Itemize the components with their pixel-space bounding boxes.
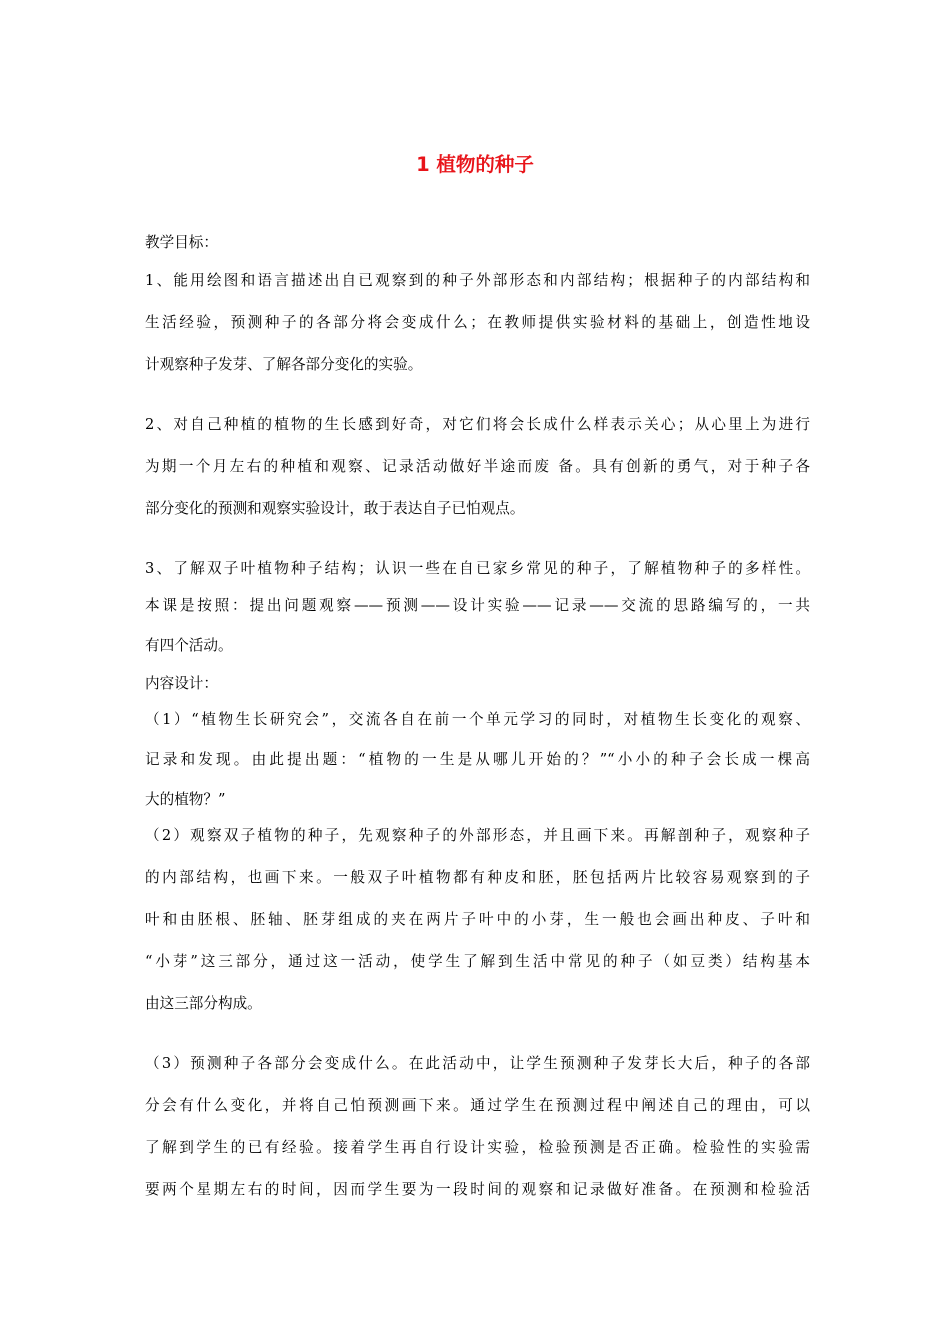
paragraph-line: 本课是按照：提出问题观察——预测——设计实验——记录——交流的思路编写的，一共 bbox=[145, 597, 810, 614]
paragraph-line: 计观察种子发芽、了解各部分变化的实验。 bbox=[145, 356, 423, 373]
paragraph-line: （1）“植物生长研究会”，交流各自在前一个单元学习的同时，对植物生长变化的观察、 bbox=[145, 711, 810, 728]
paragraph-line: 为期一个月左右的种植和观察、记录活动做好半途而废 备。具有创新的勇气，对于种子各 bbox=[145, 458, 810, 475]
paragraph-line: 部分变化的预测和观察实验设计，敢于表达自子已怕观点。 bbox=[145, 500, 525, 517]
paragraph-line: 叶和由胚根、胚轴、胚芽组成的夹在两片子叶中的小芽，生一般也会画出种皮、子叶和 bbox=[145, 911, 810, 928]
paragraph-line: 生活经验，预测种子的各部分将会变成什么；在教师提供实验材料的基础上，创造性地设 bbox=[145, 314, 810, 331]
section-heading-objectives: 教学目标： bbox=[145, 234, 218, 251]
paragraph-line: （3）预测种子各部分会变成什么。在此活动中，让学生预测种子发芽长大后，种子的各部 bbox=[145, 1055, 810, 1072]
paragraph-line: 3、了解双子叶植物种子结构；认识一些在自已家乡常见的种子，了解植物种子的多样性。 bbox=[145, 560, 810, 577]
section-heading-content-design: 内容设计： bbox=[145, 675, 218, 692]
paragraph-line: （2）观察双子植物的种子，先观察种子的外部形态，并且画下来。再解剖种子，观察种子 bbox=[145, 827, 810, 844]
paragraph-line: 2、对自己种植的植物的生长感到好奇，对它们将会长成什么样表示关心；从心里上为进行 bbox=[145, 416, 810, 433]
paragraph-line: “小芽”这三部分，通过这一活动，使学生了解到生活中常见的种子（如豆类）结构基本 bbox=[145, 953, 810, 970]
paragraph-line: 大的植物？” bbox=[145, 791, 226, 808]
paragraph-line: 了解到学生的已有经验。接着学生再自行设计实验，检验预测是否正确。检验性的实验需 bbox=[145, 1139, 810, 1156]
paragraph-line: 记录和发现。由此提出题：“植物的一生是从哪儿开始的？”“小小的种子会长成一棵高 bbox=[145, 751, 810, 768]
document-title: 1 植物的种子 bbox=[416, 153, 534, 176]
paragraph-line: 1、能用绘图和语言描述出自已观察到的种子外部形态和内部结构；根据种子的内部结构和 bbox=[145, 272, 810, 289]
paragraph-line: 由这三部分构成。 bbox=[145, 995, 262, 1012]
paragraph-line: 分会有什么变化，并将自己怕预测画下来。通过学生在预测过程中阐述自己的理由，可以 bbox=[145, 1097, 810, 1114]
paragraph-line: 要两个星期左右的时间，因而学生要为一段时间的观察和记录做好准备。在预测和检验活 bbox=[145, 1181, 810, 1198]
paragraph-line: 的内部结构，也画下来。一般双子叶植物都有种皮和胚，胚包括两片比较容易观察到的子 bbox=[145, 869, 810, 886]
paragraph-line: 有四个活动。 bbox=[145, 637, 233, 654]
